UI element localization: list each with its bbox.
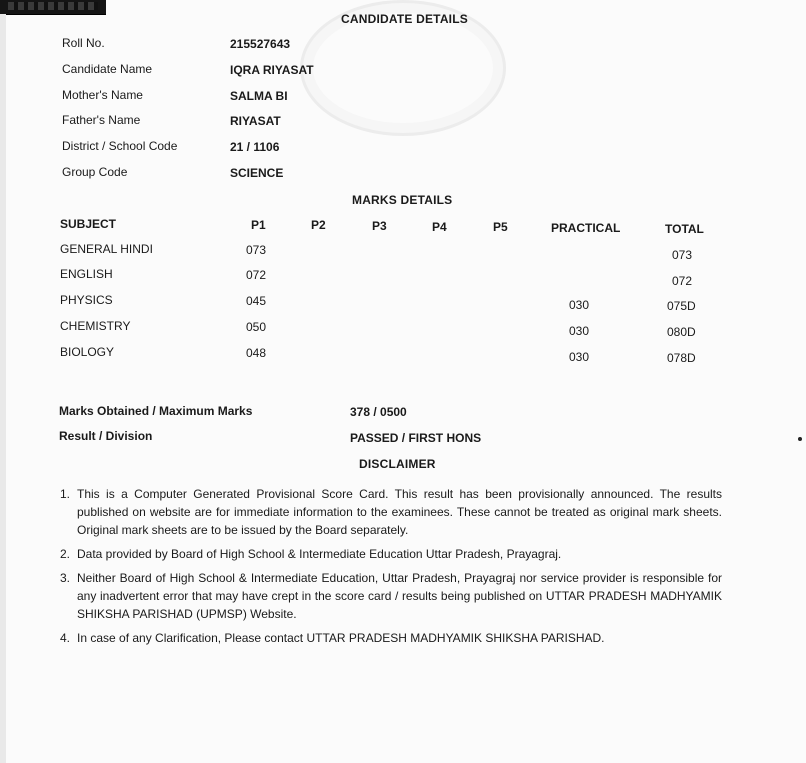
scan-corner-mark (0, 0, 106, 15)
col-header-subject: SUBJECT (60, 217, 117, 231)
table-row-p1: 045 (246, 294, 267, 308)
district-school-code-value: 21 / 1106 (230, 140, 280, 154)
col-header-p1: P1 (251, 218, 266, 232)
marks-details-heading: MARKS DETAILS (352, 193, 453, 207)
col-header-p2: P2 (311, 218, 326, 232)
page-edge (0, 14, 6, 763)
table-row-total: 080D (667, 325, 696, 339)
father-name-label: Father's Name (62, 113, 141, 127)
disclaimer-item-text: Neither Board of High School & Intermediate Education, Uttar Pradesh, Prayagraj nor service provider is responsible for any inadvertent error that may have crept in the score card / results being published on UTTAR PRADESH MADHYAMIK SHIKSHA PARISHAD (UPMSP) Website. (77, 571, 722, 621)
table-row-practical: 030 (569, 298, 590, 312)
mother-name-label: Mother's Name (62, 88, 143, 102)
disclaimer-item-number: 1. (60, 487, 71, 501)
table-row-total: 078D (667, 351, 696, 365)
disclaimer-item-text: Data provided by Board of High School & Intermediate Education Uttar Pradesh, Prayagraj. (77, 547, 562, 561)
table-row-total: 075D (667, 299, 696, 313)
table-row-p1: 048 (246, 346, 267, 360)
disclaimer-item (60, 569, 722, 623)
table-row-total: 072 (672, 274, 693, 288)
disclaimer-item-number: 2. (60, 547, 71, 561)
disclaimer-list (60, 485, 722, 653)
table-row-p1: 050 (246, 320, 267, 334)
roll-no-label: Roll No. (62, 36, 105, 50)
disclaimer-item (60, 629, 722, 647)
table-row-subject: CHEMISTRY (60, 319, 131, 333)
group-code-value: SCIENCE (230, 166, 284, 180)
candidate-name-value: IQRA RIYASAT (230, 63, 314, 77)
table-row-subject: GENERAL HINDI (60, 242, 153, 256)
col-header-p5: P5 (493, 220, 508, 234)
table-row-p1: 072 (246, 268, 267, 282)
col-header-total: TOTAL (665, 222, 704, 236)
disclaimer-heading: DISCLAIMER (359, 457, 436, 471)
disclaimer-item-text: In case of any Clarification, Please contact UTTAR PRADESH MADHYAMIK SHIKSHA PARISHAD. (77, 631, 605, 645)
marks-obtained-value: 378 / 0500 (350, 405, 407, 419)
table-row-total: 073 (672, 248, 693, 262)
table-row-subject: PHYSICS (60, 293, 113, 307)
result-division-value: PASSED / FIRST HONS (350, 431, 482, 445)
scan-speck (798, 437, 802, 441)
candidate-name-label: Candidate Name (62, 62, 153, 76)
result-division-label: Result / Division (59, 429, 153, 443)
candidate-details-heading: CANDIDATE DETAILS (341, 12, 468, 26)
father-name-value: RIYASAT (230, 114, 281, 128)
group-code-label: Group Code (62, 165, 128, 179)
col-header-p3: P3 (372, 219, 387, 233)
col-header-p4: P4 (432, 220, 447, 234)
disclaimer-item-number: 3. (60, 571, 71, 585)
table-row-practical: 030 (569, 324, 590, 338)
table-row-subject: ENGLISH (60, 267, 113, 281)
table-row-subject: BIOLOGY (60, 345, 115, 359)
disclaimer-item (60, 485, 722, 539)
col-header-practical: PRACTICAL (551, 221, 621, 235)
disclaimer-item-text: This is a Computer Generated Provisional Score Card. This result has been provisionally announced. The results published on website are for immediate information to the examinees. These cannot be treated as original mark sheets. Original mark sheets are to be issued by the Board separately. (77, 487, 722, 537)
disclaimer-item (60, 545, 722, 563)
marks-obtained-label: Marks Obtained / Maximum Marks (59, 404, 253, 418)
roll-no-value: 215527643 (230, 37, 291, 51)
district-school-code-label: District / School Code (62, 139, 178, 153)
mother-name-value: SALMA BI (230, 89, 288, 103)
table-row-p1: 073 (246, 243, 267, 257)
disclaimer-item-number: 4. (60, 631, 71, 645)
table-row-practical: 030 (569, 350, 590, 364)
